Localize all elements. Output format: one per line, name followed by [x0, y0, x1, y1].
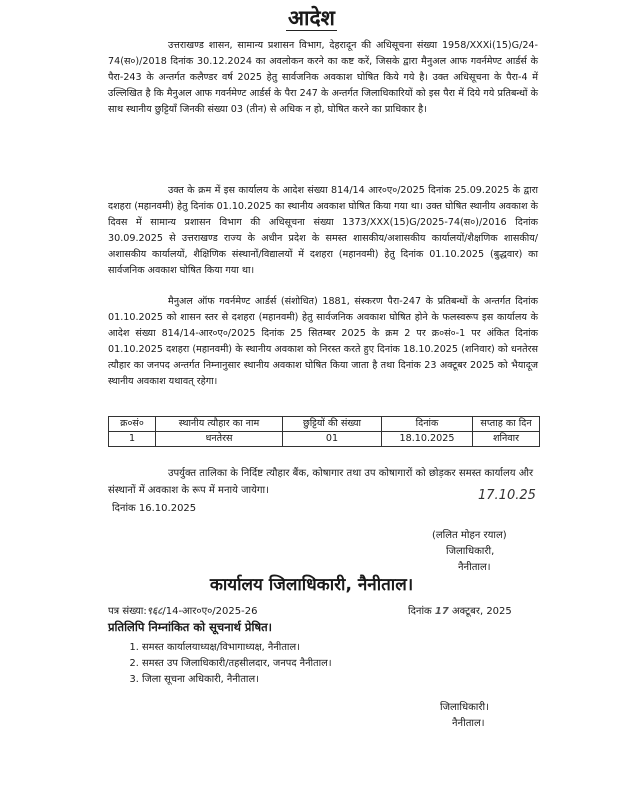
cell-count: 01	[283, 432, 382, 447]
signatory-name: (ललित मोहन रयाल)	[432, 530, 507, 541]
list-item: 2. समस्त उप जिलाधिकारी/तहसीलदार, जनपद नैनीताल।	[142, 656, 332, 672]
handwritten-signature: 17.10.25	[478, 488, 536, 503]
handwritten-day: 17	[434, 606, 449, 617]
closing-designation: जिलाधिकारी।	[440, 702, 489, 713]
closing-signatory	[440, 700, 489, 732]
list-item: 3. जिला सूचना अधिकारी, नैनीताल।	[142, 672, 332, 688]
paragraph-3: मैनुअल ऑफ गवर्नमेण्ट आर्डर्स (संशोधित) 1881, संस्करण पैरा-247 के प्रतिबन्धों के अन्तर्गत दिनांक 01.10.2025 को शासन स्तर से दशहरा (महानवमी) हेतु सार्वजनिक अवकाश घोषित होने के फलस्वरूप इस कार्यालय के आदेश संख्या 814/14-आर०ए०/2025 दिनांक 25 सितम्बर 2025 के क्रम 2 पर क्र०सं०-1 पर अंकित दिनांक 01.10.2025 दशहरा (महानवमी) के स्थानीय अवकाश को निरस्त करते हुए दिनांक 18.10.2025 (शनिवार) को धनतेरस त्यौहार का जनपद अन्तर्गत निम्नानुसार स्थानीय अवकाश घोषित किया जाता है तथा दिनांक 23 अक्टूबर 2025 को भैयादूज स्थानीय अवकाश यथावत् रहेगा।	[108, 296, 538, 388]
col-header-date: दिनांक	[382, 417, 473, 432]
cell-festival: धनतेरस	[156, 432, 283, 447]
list-item: 1. समस्त कार्यालयाध्यक्ष/विभागाध्यक्ष, नैनीताल।	[142, 640, 332, 656]
copy-heading: प्रतिलिपि निम्नांकित को सूचनार्थ प्रेषित।	[108, 620, 273, 634]
after-table-text: उपर्युक्त तालिका के निर्दिष्ट त्यौहार बैंक, कोषागार तथा उप कोषागारों को छोड़कर समस्त कार्यालय और संस्थानों में अवकाश के रूप में मनाये जायेगा।	[108, 468, 534, 496]
signatory-designation: जिलाधिकारी,	[446, 546, 495, 557]
col-header-festival: स्थानीय त्यौहार का नाम	[156, 417, 283, 432]
paragraph-2: उक्त के क्रम में इस कार्यालय के आदेश संख्या 814/14 आर०ए०/2025 दिनांक 25.09.2025 के द्वारा दशहरा (महानवमी) हेतु दिनांक 01.10.2025 का स्थानीय अवकाश घोषित किया गया था। उक्त घोषित स्थानीय अवकाश के दिवस में सामान्य प्रशासन विभाग की अधिसूचना संख्या 1373/XXX(15)G/2025-74(स०)/2016 दिनांक 30.09.2025 से उत्तराखण्ड राज्य के अधीन प्रदेश के समस्त शासकीय/अशासकीय कार्यालयों/शैक्षणिक शासकीय/अशासकीय कार्यालयों, शैक्षिणिक संस्थानों/विद्यालयों में दशहरा (महानवमी) हेतु दिनांक 01.10.2025 (बुद्धवार) का सार्वजनिक अवकाश घोषित किया गया था।	[108, 185, 538, 277]
signatory-block	[432, 528, 507, 576]
reference-number: पत्र संख्या:९६८/14-आर०ए०/2025-26	[108, 606, 258, 617]
handwritten-ref-number: ९६८	[146, 606, 163, 617]
cell-weekday: शनिवार	[473, 432, 540, 447]
col-header-weekday: सप्ताह का दिन	[473, 417, 540, 432]
table-header-row	[109, 417, 540, 432]
cell-serial: 1	[109, 432, 156, 447]
cell-date: 18.10.2025	[382, 432, 473, 447]
order-date: दिनांक 16.10.2025	[112, 503, 197, 514]
holiday-table	[108, 416, 540, 447]
table-row	[109, 432, 540, 447]
col-header-serial: क्र०सं०	[109, 417, 156, 432]
paragraph-1: उत्तराखण्ड शासन, सामान्य प्रशासन विभाग, देहरादून की अधिसूचना संख्या 1958/XXXi(15)G/24-74(स०)/2018 दिनांक 30.12.2024 का अवलोकन करने का कष्ट करें, जिसके द्वारा मैनुअल आफ गवर्नमेण्ट आर्डर्स के पैरा-243 के अन्तर्गत कलैण्डर वर्ष 2025 हेतु सार्वजनिक अवकाश घोषित किये गये है। उक्त अधिसूचना के पैरा-4 में उल्लिखित है कि मैनुअल आफ गवर्नमेण्ट आर्डर्स के पैरा 247 के अन्तर्गत जिलाधिकारियों को इस पैरा में दिये गये प्रतिबन्धों के साथ स्थानीय छुट्टियाँ जिनकी संख्या 03 (तीन) से अधिक न हो, घोषित करने का प्राधिकार है।	[108, 40, 538, 116]
office-heading: कार्यालय जिलाधिकारी, नैनीताल।	[209, 575, 414, 595]
page-title: आदेश	[288, 6, 335, 30]
col-header-count: छुट्टियों की संख्या	[283, 417, 382, 432]
closing-place: नैनीताल।	[452, 718, 485, 729]
reference-date: दिनांक 17 अक्टूबर, 2025	[408, 606, 512, 617]
signatory-place: नैनीताल।	[458, 562, 491, 573]
copy-list	[120, 640, 332, 688]
